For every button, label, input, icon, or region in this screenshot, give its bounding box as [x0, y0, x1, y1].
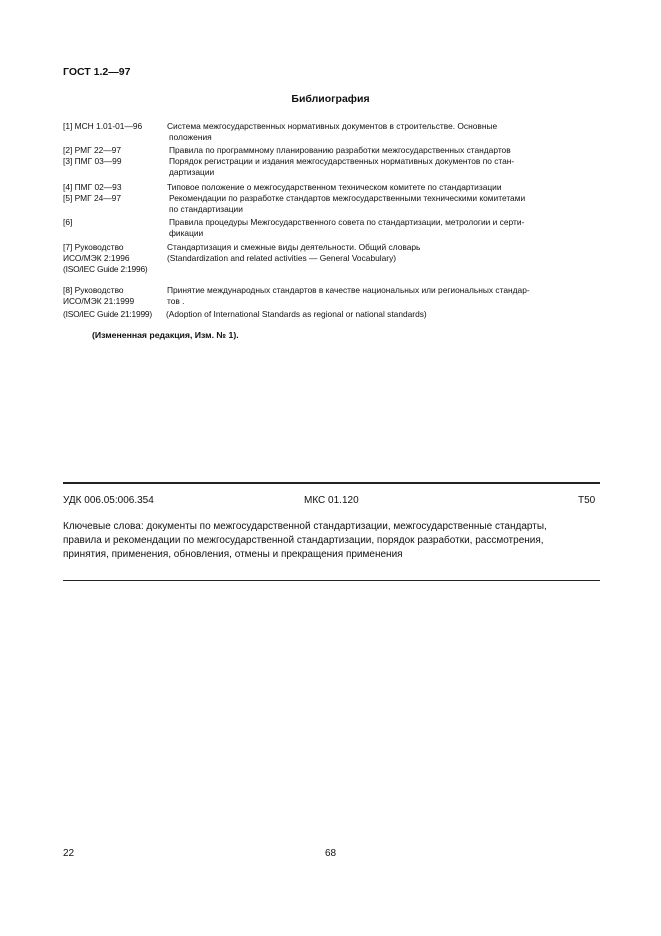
bib-entry-8-label-1: [8] Руководство	[63, 285, 124, 295]
bib-entry-4-text-1: Типовое положение о межгосударственном техническом комитете по стандартизации	[167, 182, 502, 192]
footer-top-rule	[63, 482, 600, 484]
bib-entry-7-label-1: [7] Руководство	[63, 242, 124, 252]
mks-code: МКС 01.120	[304, 495, 359, 506]
keywords-line-1: Ключевые слова: документы по межгосударственной стандартизации, межгосударственные стандарты,	[63, 521, 547, 532]
bib-entry-8-text-1: Принятие международных стандартов в качестве национальных или региональных стандар-	[167, 285, 530, 295]
bib-entry-1-label: [1] МСН 1.01-01—96	[63, 121, 143, 131]
amendment-note: (Измененная редакция, Изм. № 1).	[92, 330, 239, 340]
bib-entry-8-text-3: (Adoption of International Standards as regional or national standards)	[166, 309, 427, 319]
bib-entry-1-text-1: Система межгосударственных нормативных документов в строительстве. Основные	[167, 121, 498, 131]
bib-entry-3-label: [3] ПМГ 03—99	[63, 156, 122, 166]
page-number-left: 22	[63, 848, 75, 859]
bib-entry-7-label-3: (ISO/IEC Guide 2:1996)	[63, 264, 148, 274]
keywords-line-3: принятия, применения, обновления, отмены и прекращения применения	[63, 549, 403, 560]
bib-entry-5-text-2: по стандартизации	[169, 204, 243, 214]
bib-entry-1-text-2: положения	[169, 132, 212, 142]
bib-entry-6-label: [6]	[63, 217, 73, 227]
bib-entry-8-label-3: (ISO/IEC Guide 21:1999)	[63, 309, 152, 319]
bib-entry-2-label: [2] РМГ 22—97	[63, 145, 121, 155]
keywords-line-2: правила и рекомендации по межгосударственной стандартизации, порядок разработки, рассмотрения,	[63, 535, 544, 546]
page-number-center: 68	[325, 848, 337, 859]
bib-entry-6-text-2: фикации	[169, 228, 204, 238]
bib-entry-5-label: [5] РМГ 24—97	[63, 193, 121, 203]
document-code: ГОСТ 1.2—97	[63, 66, 131, 78]
group-code: Т50	[578, 495, 596, 506]
footer-bottom-rule	[63, 580, 600, 581]
bib-entry-4-label: [4] ПМГ 02—93	[63, 182, 122, 192]
bibliography-title-text: Библиография	[291, 93, 370, 105]
bib-entry-3-text-2: дартизации	[169, 167, 215, 177]
bib-entry-6-text-1: Правила процедуры Межгосударственного совета по стандартизации, метрологии и серти-	[169, 217, 525, 227]
bib-entry-5-text-1: Рекомендации по разработке стандартов межгосударственными техническими комитетами	[169, 193, 526, 203]
bib-entry-7-text-2: (Standardization and related activities — General Vocabulary)	[167, 253, 397, 263]
bib-entry-8-label-2: ИСО/МЭК 21:1999	[63, 296, 135, 306]
udk-code: УДК 006.05:006.354	[63, 495, 154, 506]
bib-entry-7-label-2: ИСО/МЭК 2:1996	[63, 253, 130, 263]
bib-entry-8-text-2: тов .	[167, 296, 185, 306]
bib-entry-7-text-1: Стандартизация и смежные виды деятельности. Общий словарь	[167, 242, 421, 252]
bibliography-title	[0, 93, 661, 105]
bib-entry-3-text-1: Порядок регистрации и издания межгосударственных нормативных документов по стан-	[169, 156, 515, 166]
bib-entry-2-text-1: Правила по программному планированию разработки межгосударственных стандартов	[169, 145, 511, 155]
